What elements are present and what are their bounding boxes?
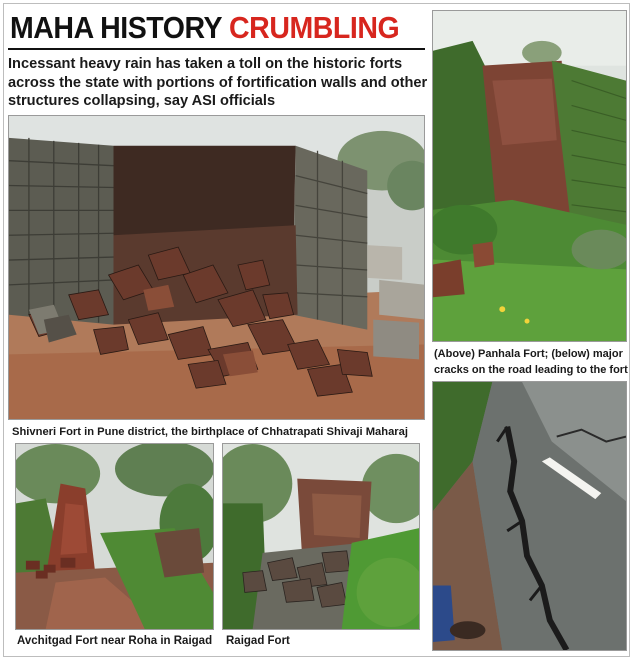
photo-shivneri (8, 115, 425, 420)
caption-shivneri: Shivneri Fort in Pune district, the birthplace of Chhatrapati Shivaji Maharaj (12, 426, 408, 438)
headline (10, 10, 399, 46)
caption-panhala: (Above) Panhala Fort; (below) major cracks on the road leading to the fort (434, 348, 628, 376)
photo-avchitgad (15, 443, 214, 630)
photo-panhala (432, 10, 627, 342)
headline-rule (8, 48, 425, 50)
photo-cracked-road (432, 381, 627, 651)
intro-text: Incessant heavy rain has taken a toll on the historic forts across the state with portions of fortification walls and other structures collapsing, say ASI officials (8, 56, 428, 109)
photo-raigad (222, 443, 420, 630)
caption-avchitgad: Avchitgad Fort near Roha in Raigad (17, 635, 213, 647)
headline-part1: MAHA HISTORY (10, 10, 222, 45)
headline-part2: CRUMBLING (229, 10, 400, 45)
caption-raigad: Raigad Fort (226, 635, 290, 647)
